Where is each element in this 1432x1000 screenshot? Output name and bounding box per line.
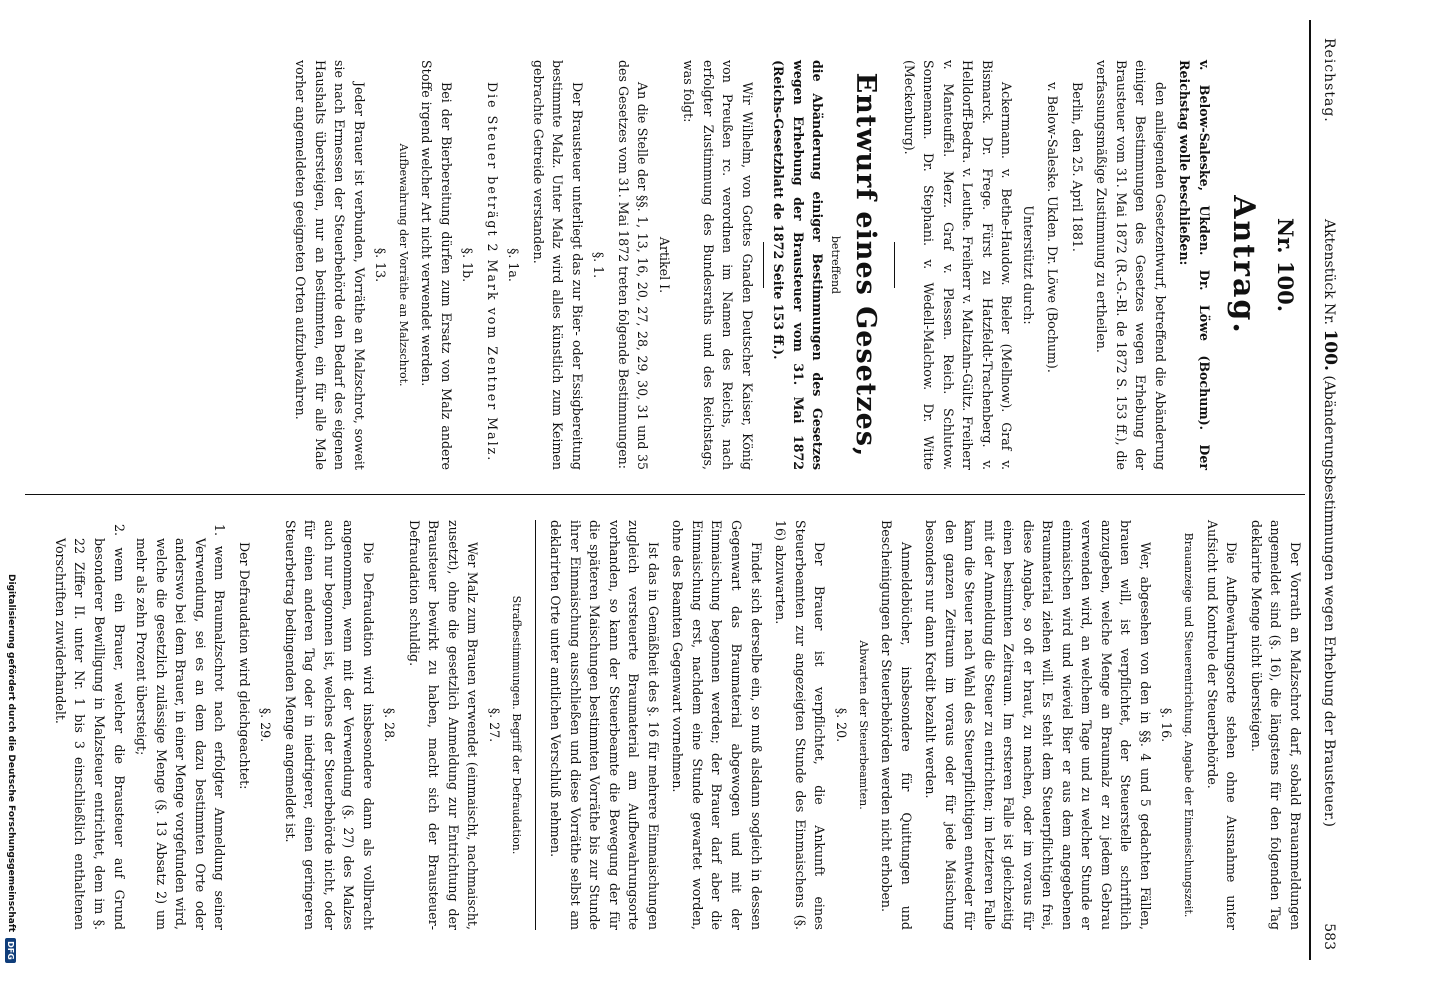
section-16-heading: §. 16. [1159, 707, 1175, 743]
running-head-left: Reichstag. [1320, 38, 1337, 123]
section-27-margin-note: Strafbestimmungen. Begriff der Defraudation. [509, 595, 523, 855]
right-column [47, 520, 1305, 930]
section-16-text: Wer, abgesehen von den in §§. 4 und 5 gedachten Fällen, brauen will, ist verpflichtet, der Steuerstelle schriftlich anzugeben, welche Menge an Braumalz er zu jedem Gebrau verwenden wird, an welchem Tage und zu welcher Stunde er einmaischen wird und wieviel Bier er aus dem angegebenen Braumaterial ziehen will. Es steht dem Steuerpflichtigen frei, diese Angabe, so oft er braut, zu machen, oder im voraus für einen bestimmten Zeitraum. Im ersteren Falle ist gleichzeitig mit der Anmeldung die Steuer zu entrichten; im letzteren Falle kann die Steuer nach Wahl des Steuerpflichtigen entweder für den ganzen Zeitraum im voraus oder für jede Maischung besonders nur dann Kredit bezahlt werden. [923, 520, 1153, 930]
section-28-heading: §. 28. [382, 707, 398, 743]
section-20-text-3: Ist das in Gemäßheit des §. 16 für mehrere Einmaischungen zugleich versteuerte Braumaterial am Aufbewahrungsorte vorhanden, so kann der Steuerbeamte die Bewegung der für die späteren Maischungen bestimmten Vorräthe bis zur Stunde ihrer Einmaischung ausschließen und diese Vorräthe selbst am deklarirten Orte unter amtlichen Verschluß nehmen. [548, 520, 661, 930]
draft-title: Entwurf eines Gesetzes, [850, 72, 882, 458]
running-head [1317, 38, 1343, 950]
section-13-margin-note: Aufbewahrung der Vorräthe an Malzschrot. [396, 143, 410, 387]
footer-strip [0, 0, 22, 1000]
supported-by-label: Unterstützt durch: [1020, 205, 1036, 325]
main-signatories: v. Below-Saleske. Ukden. Dr. Löwe (Bochum). [1045, 82, 1061, 373]
date-line: Berlin, den 25. April 1881. [1069, 82, 1085, 252]
section-20-heading: §. 20. [833, 707, 849, 743]
carryover-text-2: Die Aufbewahrungsorte stehen ohne Ausnahme unter Aufsicht und Kontrole der Steuerbehörde. [1204, 520, 1240, 930]
section-20-text: Der Brauer ist verpflichtet, die Ankunft eines Steuerbeamten zur angezeigten Stunde des Einmaischens (§. 16) abzuwarten. [773, 520, 828, 930]
section-1a-heading: §. 1a. [506, 248, 522, 282]
section-1b-heading: §. 1b. [460, 247, 476, 283]
running-head-center [1317, 219, 1343, 827]
article-heading: Artikel I. [656, 236, 672, 294]
section-29-intro: Der Defraudation wird gleichgeachtet: [236, 542, 252, 790]
credit-text: Digitalisierung gefördert durch die Deutsche Forschungsgemeinschaft [6, 574, 16, 933]
section-13-text: Jeder Brauer ist verbunden, Vorräthe an Malzschrot, soweit sie nach Ermessen der Steuerbehörde den Bedarf des eigenen Haushalts übersteigen, nur an bestimmten, ein für alle Male vorher angemeldeten geeigneten Orten aufzubewahren. [293, 60, 367, 470]
dfg-logo: DFG [6, 938, 17, 963]
motion-body: den anliegenden Gesetzentwurf, betreffend die Abänderung einiger Bestimmungen des Gesetzes wegen Erhebung der Brausteuer vom 31. Mai 1872 (R.-G.-Bl. de 1872 S. 153 ff.), die verfassungsmäßige Zustimmung zu ertheilen. [1094, 60, 1168, 470]
draft-subtitle: betreffend [829, 235, 843, 295]
short-rule-2 [763, 242, 764, 288]
column-divider [25, 494, 1305, 495]
strafbestimmungen-block [50, 520, 535, 930]
section-16-margin-note: Brauanzeige und Steuerentrichtung. Angabe der Einmeischungszeit. [1182, 532, 1196, 918]
draft-body: die Abänderung einiger Bestimmungen des Gesetzes wegen Erhebung der Brausteuer vom 31. Mai 1872 (Reichs-Gesetzblatt de 1872 Seite 153 ff.). [771, 60, 826, 470]
article-text: An die Stelle der §§. 1, 13, 16, 20, 27, 28, 29, 30, 31 und 35 des Gesetzes vom 31. Mai 1872 treten folgende Bestimmungen: [615, 60, 651, 470]
carryover-text: Der Vorrath an Malzschrot darf, sobald Brauanmeldungen angemeldet sind (§. 16), die längstens für den folgenden Tag deklarirte Menge nicht übersteigen. [1248, 520, 1303, 930]
left-column [286, 60, 1305, 470]
section-1b-text: Bei der Bierbereitung dürfen zum Ersatz von Malz andere Stoffe irgend welcher Art nicht verwendet werden. [419, 60, 454, 470]
section-1-text: Der Brausteuer unterliegt das zur Bier- oder Essigbereitung bestimmte Malz. Unter Malz wird alles künstlich zum Keimen gebrachte Getreide verstanden. [530, 60, 585, 470]
short-rule [894, 242, 895, 288]
running-head-topic: (Abänderungsbestimmungen wegen Erhebung der Brausteuer.) [1321, 375, 1338, 827]
page-number: 583 [1320, 923, 1337, 950]
section-13-heading: §. 13. [373, 247, 389, 283]
section-29-item: 1. wenn Braumalzschrot nach erfolgter Anmeldung seiner Verwendung, sei es an dem dazu bestimmten Orte oder anderswo bei dem Brauer, in einer Menge vorgefunden wird, welche die gesetzlich zulässige Menge (§. 13 Absatz 2) um mehr als zehn Prozent übersteigt; [134, 524, 228, 930]
section-1a-text: Die Steuer beträgt 2 Mark vom Zentner Malz. [484, 82, 500, 463]
digitization-credit [0, 0, 22, 1000]
running-head-middle: Aktenstück Nr. [1321, 219, 1338, 325]
section-27-heading: §. 27. [486, 707, 502, 743]
section-16-text-2: Anmeldebücher, insbesondere für Quittungen und Bescheinigungen der Steuerbehörden werden nicht erhoben. [879, 520, 914, 930]
section-28-text: Die Defraudation wird insbesondere dann als vollbracht angenommen, wenn mit der Verwendung (§. 27) des Malzes auch nur begonnen ist, welches der Steuerbehörde nicht, oder für einen anderen Tag oder in niedrigerer, einen geringeren Steuerbetrag bedingenden Menge angemeldet ist. [282, 520, 376, 930]
section-27-text: Wer Malz zum Brauen verwendet (einmaischt, nachmaischt, zusetzt), ohne die gesetzlich Anmeldung zur Entrichtung der Brausteuer bewirkt zu haben, macht sich der Brausteuer-Defraudation schuldig. [406, 520, 481, 930]
section-20-margin-note: Abwarten der Steuerbeamten. [856, 640, 870, 810]
header-rule [1309, 20, 1311, 960]
section-1-heading: §. 1. [591, 251, 607, 279]
section-29-item: 2. wenn ein Brauer, welcher die Brausteuer auf Grund besonderer Bewilligung in Malzsteuer entrichtet, dem im §. 22 Ziffer II. unter Nr. 1 bis 3 einschließlich enthaltenen Vorschriften zuwiderhandelt. [52, 524, 127, 930]
enacting-formula: Wir Wilhelm, von Gottes Gnaden Deutscher Kaiser, König von Preußen rc. verordnen im Namen des Reichs, nach erfolgter Zustimmung des Bundesraths und des Reichstags, was folgt: [681, 60, 755, 470]
supporters-list: Ackermann. v. Bethe-Haudow. Bieler (Mellnow). Graf v. Bismarck. Dr. Frege. Fürst zu Hatzfeldt-Trachenberg. v. Helldorff-Bedra. v. Leuthe. Freiherr v. Maltzahn-Gültz. Freiherr v. Manteuffel. Merz. Graf v. Plessen. Reich. Schlutow. Sonnemann. Dr. Stephani. v. Wedell-Malchow. Dr. Witte (Meckenburg). [901, 60, 1015, 470]
document-number: Nr. 100. [1273, 217, 1298, 313]
document-heading: Antrag. [1226, 195, 1262, 335]
motion-line: v. Below-Saleske, Ukden. Dr. Löwe (Bochum). Der Reichstag wolle beschließen: [1177, 60, 1212, 470]
running-head-number: 100. [1320, 329, 1341, 371]
section-20-text-2: Findet sich derselbe ein, so muß alsdann sogleich in dessen Gegenwart das Braumaterial abgewogen und mit der Einmaischung begonnen werden; der Brauer darf aber die Einmaischung erst, nachdem eine Stunde gewartet worden, ohne des Beamten Gegenwart vornehmen. [670, 520, 764, 930]
section-29-heading: §. 29. [258, 707, 274, 743]
